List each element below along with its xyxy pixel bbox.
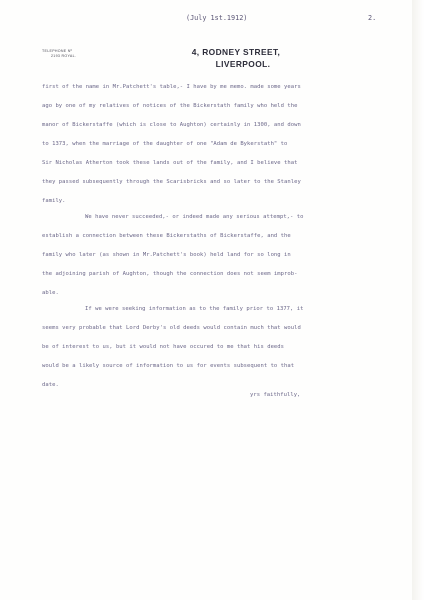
telephone-block [42,49,76,59]
address-street: 4, RODNEY STREET, [191,47,281,57]
body-line: family. [42,198,66,204]
page-number: 2. [368,14,377,22]
telephone-number: 2193 ROYAL. [51,53,77,58]
body-line: seems very probable that Lord Derby's old deeds would contain much that would [42,325,301,331]
body-line: first of the name in Mr.Patchett's table,- I have by me memo. made some years [42,84,301,90]
body-line: the adjoining parish of Aughton, though the connection does not seem improb- [42,271,298,277]
body-line: they passed subsequently through the Scarisbricks and so later to the Stanley [42,179,301,185]
body-line: If we were seeking information as to the family prior to 1377, it [85,306,304,312]
telephone-label: TELEPHONE Nº [42,49,73,53]
body-line: be of interest to us, but it would not have occured to me that his deeds [42,344,285,350]
body-line: ago by one of my relatives of notices of the Bickerstath family who held the [42,103,298,109]
body-line: manor of Bickerstaffe (which is close to Aughton) certainly in 1300, and down [42,122,301,128]
body-line: We have never succeeded,- or indeed made any serious attempt,- to [85,214,304,220]
paper-edge [412,0,424,600]
closing: yrs faithfully, [250,392,301,398]
body-line: establish a connection between these Bickerstaths of Bickerstaffe, and the [42,233,291,239]
body-line: would be a likely source of information to us for events subsequent to that [42,363,295,369]
letter-date: (July 1st.1912) [186,14,248,22]
body-line: Sir Nicholas Atherton took these lands out of the family, and I believe that [42,160,298,166]
address-city: LIVERPOOL. [215,59,271,69]
body-line: to 1373, when the marriage of the daughter of one "Adam de Bykerstath" to [42,141,288,147]
letterhead-address [171,46,301,70]
body-line: family who later (as shown in Mr.Patchett's book) held land for so long in [42,252,291,258]
body-line: able. [42,290,59,296]
body-line: date. [42,382,59,388]
